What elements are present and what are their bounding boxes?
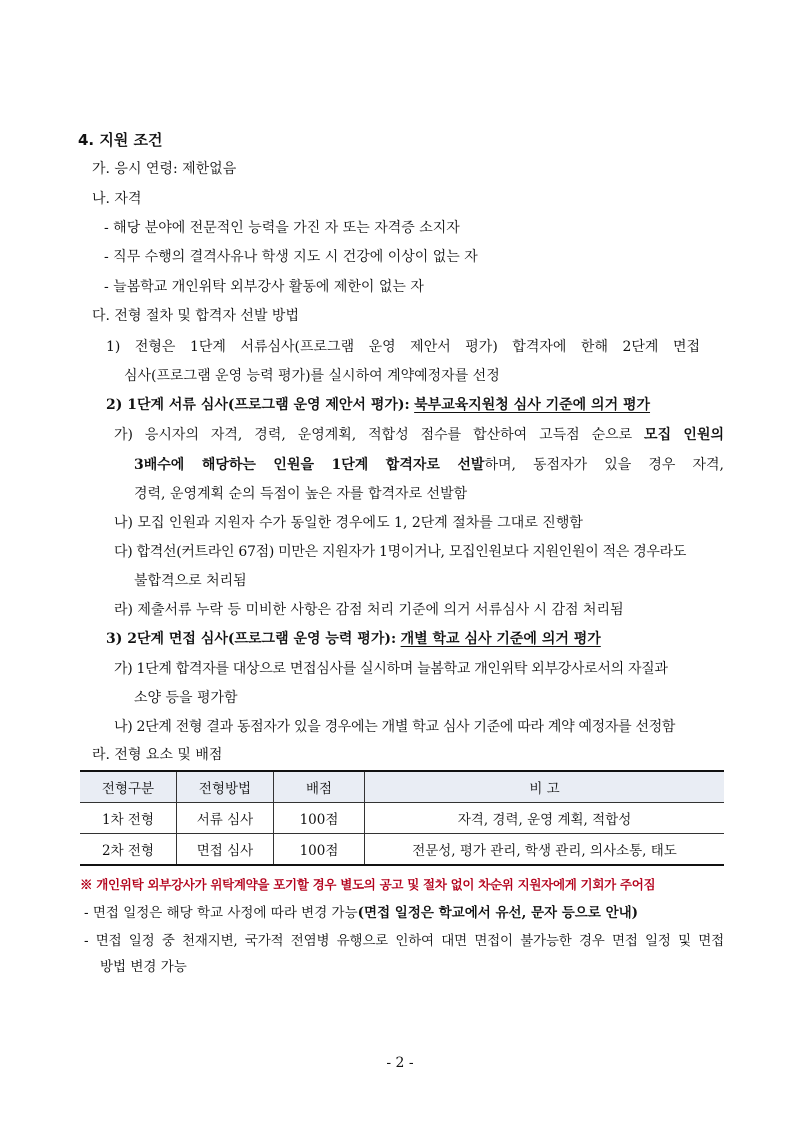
table-cell: 2차 전형 [80, 834, 177, 866]
procedure-2a-line2 [134, 455, 724, 475]
procedure-2a-bold2: 3배수에 해당하는 인원을 1단계 합격자로 선발 [134, 457, 485, 473]
procedure-3-heading [106, 629, 601, 649]
table-cell: 100점 [274, 803, 365, 834]
procedure-2d: 라) 제출서류 누락 등 미비한 사항은 감점 처리 기준에 의거 서류심사 시 감점 처리됨 [114, 602, 624, 618]
table-cell: 1차 전형 [80, 803, 177, 834]
note-schedule [84, 903, 638, 923]
procedure-title: 다. 전형 절차 및 합격자 선발 방법 [92, 308, 299, 324]
procedure-2-criteria: 북부교육지원청 심사 기준에 의거 평가 [414, 397, 651, 413]
table-header: 전형구분 [80, 771, 177, 803]
section-title: 4. 지원 조건 [78, 131, 163, 149]
procedure-2c-line2: 불합격으로 처리됨 [134, 573, 247, 589]
procedure-3-criteria: 개별 학교 심사 기준에 의거 평가 [400, 631, 601, 647]
note-schedule-text: - 면접 일정은 해당 학교 사정에 따라 변경 가능 [84, 905, 358, 921]
procedure-1-line2: 심사(프로그램 운영 능력 평가)를 실시하여 계약예정자를 선정 [124, 368, 500, 384]
table-header-row [80, 771, 724, 803]
procedure-2a-line3: 경력, 운영계획 순의 득점이 높은 자를 합격자로 선발함 [134, 486, 468, 502]
warning-note: ※ 개인위탁 외부강사가 위탁계약을 포기할 경우 별도의 공고 및 절차 없이 차순위 지원자에게 기회가 주어짐 [80, 877, 656, 892]
table-cell: 서류 심사 [177, 803, 274, 834]
procedure-2b: 나) 모집 인원과 지원자 수가 동일한 경우에도 1, 2단계 절차를 그대로 진행함 [114, 515, 583, 531]
table-header: 전형방법 [177, 771, 274, 803]
procedure-2a-line1 [114, 425, 724, 445]
procedure-2a-text: 가) 응시자의 자격, 경력, 운영계획, 적합성 점수를 합산하여 고득점 순으로 [114, 427, 633, 443]
qualification-title: 나. 자격 [92, 191, 142, 207]
table-cell: 100점 [274, 834, 365, 866]
procedure-1-line1: 1) 전형은 1단계 서류심사(프로그램 운영 제안서 평가) 합격자에 한해 2단계 면접 [106, 339, 700, 355]
table-row [80, 803, 724, 834]
table-header: 배점 [274, 771, 365, 803]
page-number: - 2 - [386, 1055, 414, 1071]
note-change-line2: 방법 변경 가능 [100, 959, 187, 975]
table-header: 비 고 [365, 771, 725, 803]
table-cell: 전문성, 평가 관리, 학생 관리, 의사소통, 태도 [365, 834, 725, 866]
procedure-2-label: 2) 1단계 서류 심사(프로그램 운영 제안서 평가): [106, 397, 410, 413]
qualification-item: - 해당 분야에 전문적인 능력을 가진 자 또는 자격증 소지자 [104, 220, 460, 236]
procedure-3b: 나) 2단계 전형 결과 동점자가 있을 경우에는 개별 학교 심사 기준에 따라 계약 예정자를 선정함 [114, 719, 676, 735]
procedure-2a-text2: 하며, 동점자가 있을 경우 자격, [484, 457, 724, 473]
procedure-2c-line1: 다) 합격선(커트라인 67점) 미만은 지원자가 1명이거나, 모집인원보다 지원인원이 적은 경우라도 [114, 544, 687, 560]
age-condition: 가. 응시 연령: 제한없음 [92, 161, 237, 177]
table-cell: 자격, 경력, 운영 계획, 적합성 [365, 803, 725, 834]
table-row [80, 834, 724, 866]
procedure-3a-line1: 가) 1단계 합격자를 대상으로 면접심사를 실시하며 늘봄학교 개인위탁 외부강사로서의 자질과 [114, 661, 668, 677]
qualification-item: - 늘봄학교 개인위탁 외부강사 활동에 제한이 없는 자 [104, 279, 424, 295]
procedure-3a-line2: 소양 등을 평가함 [134, 690, 238, 706]
note-change-line1: - 면접 일정 중 천재지변, 국가적 전염병 유행으로 인하여 대면 면접이 불가능한 경우 면접 일정 및 면접 [84, 933, 724, 949]
selection-elements-title: 라. 전형 요소 및 배점 [92, 747, 223, 763]
procedure-2a-bold: 모집 인원의 [644, 427, 724, 443]
selection-table [80, 770, 724, 866]
table-cell: 면접 심사 [177, 834, 274, 866]
qualification-item: - 직무 수행의 결격사유나 학생 지도 시 건강에 이상이 없는 자 [104, 249, 478, 265]
note-schedule-bold: (면접 일정은 학교에서 유선, 문자 등으로 안내) [357, 905, 639, 921]
procedure-3-label: 3) 2단계 면접 심사(프로그램 운영 능력 평가): [106, 631, 397, 647]
procedure-2-heading [106, 395, 650, 415]
